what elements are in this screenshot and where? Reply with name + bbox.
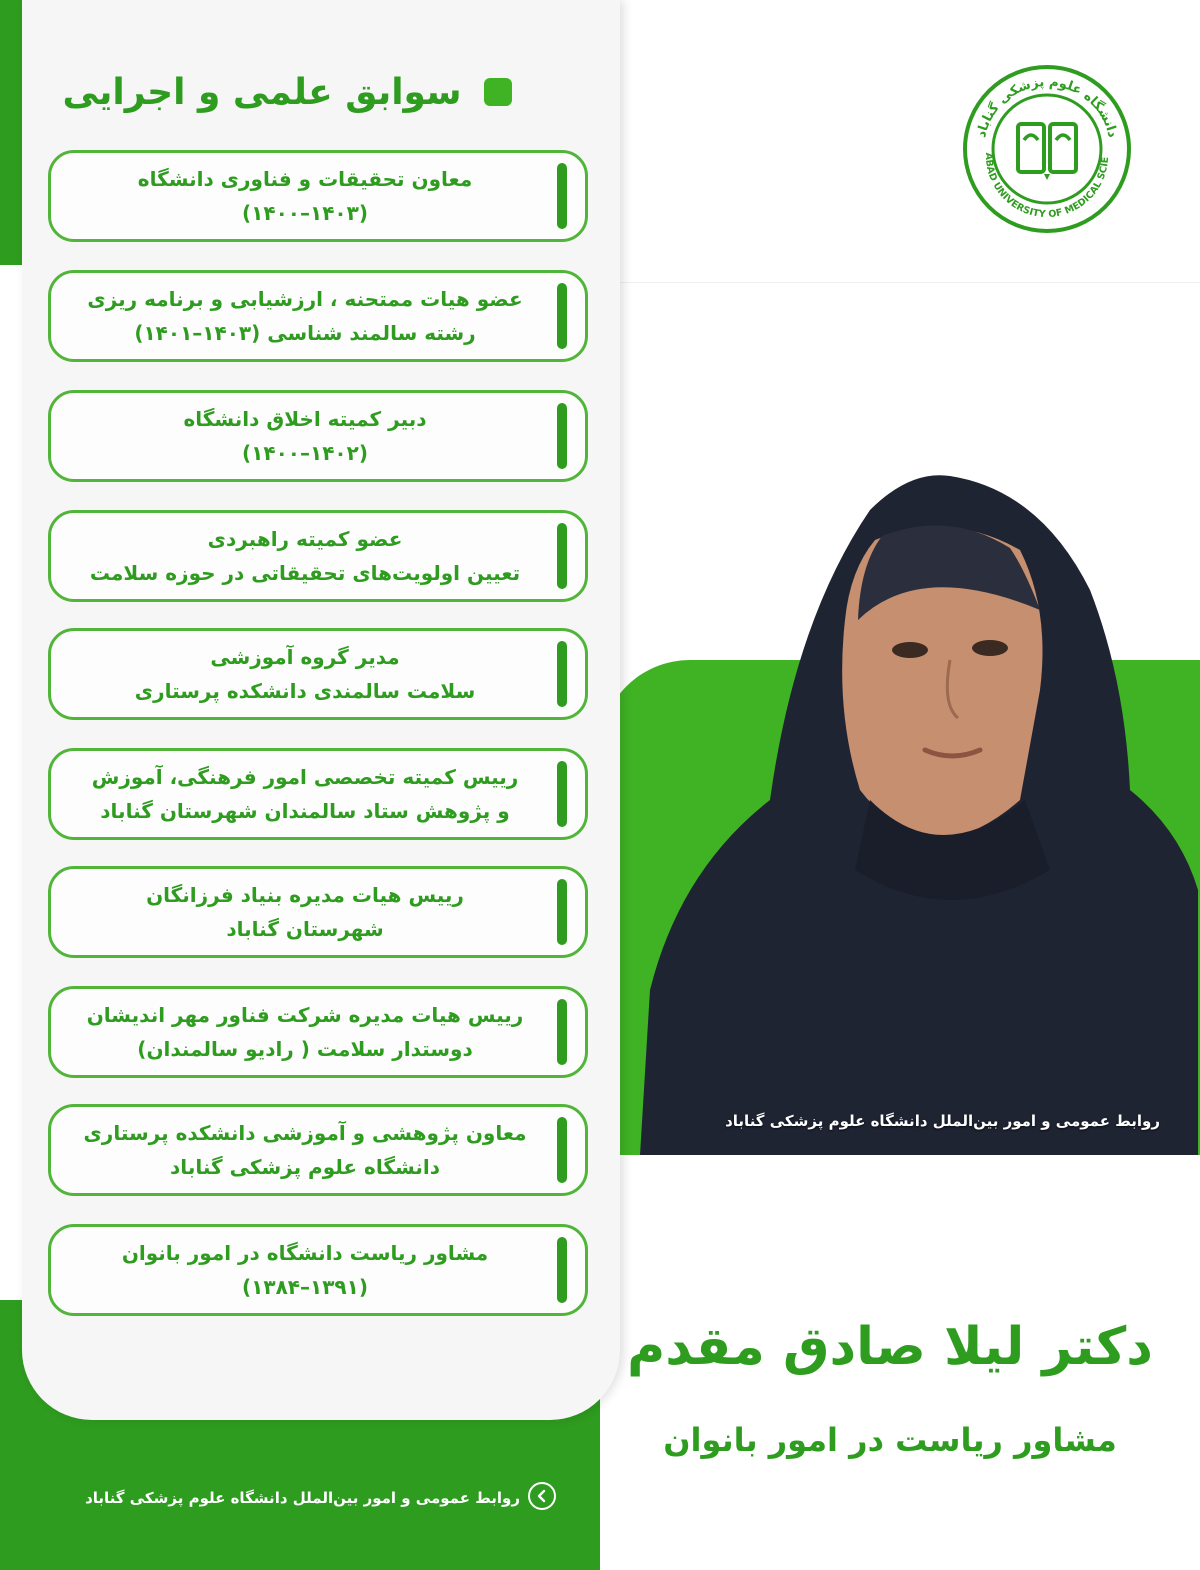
record-item xyxy=(48,150,588,242)
record-item xyxy=(48,986,588,1078)
university-logo xyxy=(962,64,1132,234)
header-divider xyxy=(600,282,1200,283)
record-bar-icon xyxy=(557,523,567,589)
record-line2: سلامت سالمندی دانشکده پرستاری xyxy=(134,679,476,703)
records-heading xyxy=(22,62,620,122)
person-name: دکتر لیلا صادق مقدم xyxy=(627,1317,1153,1377)
footer-text: روابط عمومی و امور بین‌الملل دانشگاه علوم پزشکی گناباد xyxy=(85,1489,520,1507)
record-item xyxy=(48,270,588,362)
record-item xyxy=(48,748,588,840)
record-bar-icon xyxy=(557,879,567,945)
record-line2: (۱۴۰۲–۱۴۰۰) xyxy=(242,441,368,465)
record-line2: شهرستان گناباد xyxy=(226,917,384,941)
record-line1: عضو هیات ممتحنه ، ارزشیابی و برنامه ریزی xyxy=(87,287,523,311)
record-bar-icon xyxy=(557,283,567,349)
chevron-left-icon xyxy=(528,1482,556,1510)
records-panel xyxy=(22,0,620,1420)
record-bar-icon xyxy=(557,641,567,707)
record-line1: مشاور ریاست دانشگاه در امور بانوان xyxy=(121,1241,489,1265)
record-line2: و پژوهش ستاد سالمندان شهرستان گناباد xyxy=(100,799,510,823)
record-line2: (۱۴۰۳–۱۴۰۰) xyxy=(242,201,368,225)
record-line1: دبیر کمیته اخلاق دانشگاه xyxy=(183,407,427,431)
record-bar-icon xyxy=(557,999,567,1065)
record-line1: معاون پژوهشی و آموزشی دانشکده پرستاری xyxy=(83,1121,527,1145)
record-bar-icon xyxy=(557,163,567,229)
record-line1: رییس کمیته تخصصی امور فرهنگی، آموزش xyxy=(91,765,519,789)
record-line2: (۱۳۹۱–۱۳۸۴) xyxy=(242,1275,368,1299)
record-line1: مدیر گروه آموزشی xyxy=(210,645,400,669)
record-line2: رشته سالمند شناسی (۱۴۰۳–۱۴۰۱) xyxy=(134,321,476,345)
person-role: مشاور ریاست در امور بانوان xyxy=(663,1421,1117,1459)
photo-watermark: روابط عمومی و امور بین‌الملل دانشگاه علوم پزشکی گناباد xyxy=(725,1112,1160,1130)
record-line1: عضو کمیته راهبردی xyxy=(207,527,403,551)
record-line2: دوستدار سلامت ( رادیو سالمندان) xyxy=(137,1037,473,1061)
portrait-photo xyxy=(620,470,1198,1155)
record-line2: دانشگاه علوم پزشکی گناباد xyxy=(170,1155,440,1179)
record-item xyxy=(48,1224,588,1316)
record-line1: رییس هیات مدیره بنیاد فرزانگان xyxy=(146,883,464,907)
record-item xyxy=(48,866,588,958)
record-line2: تعیین اولویت‌های تحقیقاتی در حوزه سلامت xyxy=(89,561,521,585)
bullet-square-icon xyxy=(484,78,512,106)
record-item xyxy=(48,510,588,602)
record-item xyxy=(48,628,588,720)
record-bar-icon xyxy=(557,761,567,827)
record-item xyxy=(48,390,588,482)
record-item xyxy=(48,1104,588,1196)
logo-text-fa: دانشگاه علوم پزشکی گناباد xyxy=(974,74,1120,139)
footer-link[interactable] xyxy=(40,1478,570,1518)
record-bar-icon xyxy=(557,403,567,469)
record-line1: معاون تحقیقات و فناوری دانشگاه xyxy=(137,167,473,191)
record-bar-icon xyxy=(557,1117,567,1183)
record-line1: رییس هیات مدیره شرکت فناور مهر اندیشان xyxy=(86,1003,524,1027)
record-bar-icon xyxy=(557,1237,567,1303)
records-title: سوابق علمی و اجرایی xyxy=(62,72,462,113)
logo-text-en: ABAD UNIVERSITY OF MEDICAL SCIE xyxy=(982,152,1112,221)
